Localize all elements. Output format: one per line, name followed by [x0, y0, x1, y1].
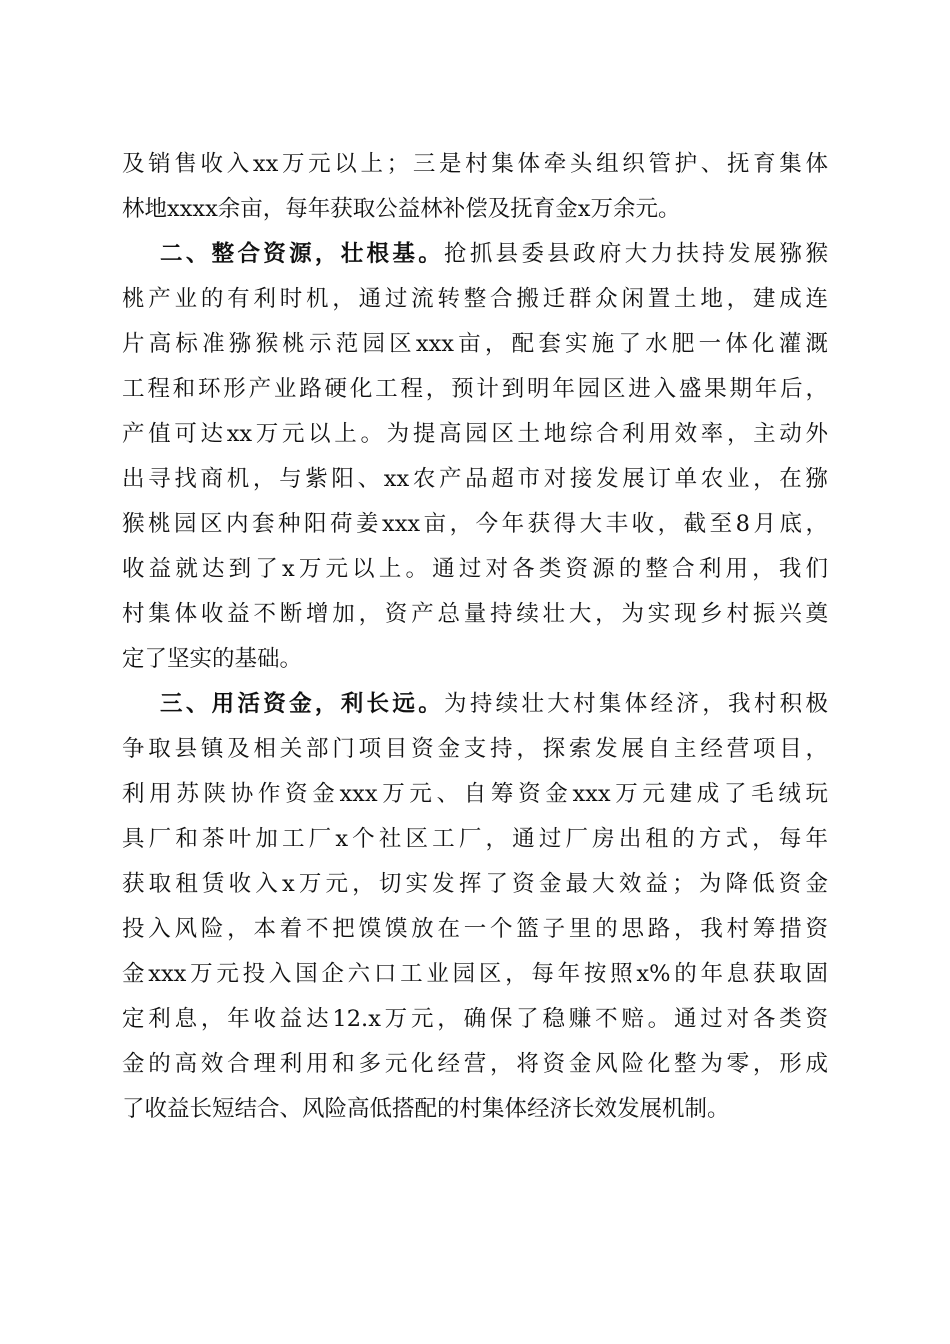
- paragraph-line: 争取县镇及相关部门项目资金支持，探索发展自主经营项目，: [122, 736, 828, 762]
- section-heading-line: [160, 236, 828, 272]
- paragraph-line: 猴桃园区内套种阳荷姜xxx亩，今年获得大丰收，截至8月底，: [122, 511, 828, 537]
- paragraph-line: 定了坚实的基础。: [122, 646, 303, 672]
- paragraph-line: 工程和环形产业路硬化工程，预计到明年园区进入盛果期年后，: [122, 376, 828, 402]
- paragraph-line: 林地xxxx余亩，每年获取公益林补偿及抚育金x万余元。: [122, 196, 681, 222]
- section-heading-text: 抢抓县委县政府大力扶持发展猕猴: [444, 241, 828, 267]
- section-heading-text: 为持续壮大村集体经济，我村积极: [444, 691, 828, 717]
- section-heading: 三、用活资金，利长远。: [160, 691, 445, 717]
- paragraph-line: 桃产业的有利时机，通过流转整合搬迁群众闲置土地，建成连: [122, 286, 828, 312]
- paragraph-line: 片高标准猕猴桃示范园区xxx亩，配套实施了水肥一体化灌溉: [122, 331, 828, 357]
- paragraph-line: 金xxx万元投入国企六口工业园区，每年按照x%的年息获取固: [122, 961, 828, 987]
- paragraph-line: 及销售收入xx万元以上；三是村集体牵头组织管护、抚育集体: [122, 151, 828, 177]
- paragraph-line: 具厂和茶叶加工厂x个社区工厂，通过厂房出租的方式，每年: [122, 826, 828, 852]
- paragraph-line: 收益就达到了x万元以上。通过对各类资源的整合利用，我们: [122, 556, 828, 582]
- paragraph-line: 获取租赁收入x万元，切实发挥了资金最大效益；为降低资金: [122, 871, 828, 897]
- section-heading-line: [160, 686, 828, 722]
- paragraph-line: 定利息，年收益达12.x万元，确保了稳赚不赔。通过对各类资: [122, 1006, 828, 1032]
- paragraph-line: 投入风险，本着不把馍馍放在一个篮子里的思路，我村筹措资: [122, 916, 828, 942]
- paragraph-line: 了收益长短结合、风险高低搭配的村集体经济长效发展机制。: [122, 1096, 730, 1122]
- paragraph-line: 村集体收益不断增加，资产总量持续壮大，为实现乡村振兴奠: [122, 601, 828, 627]
- section-heading: 二、整合资源，壮根基。: [160, 241, 445, 267]
- paragraph-line: 产值可达xx万元以上。为提高园区土地综合利用效率，主动外: [122, 421, 828, 447]
- paragraph-line: 利用苏陕协作资金xxx万元、自筹资金xxx万元建成了毛绒玩: [122, 781, 828, 807]
- paragraph-line: 出寻找商机，与紫阳、xx农产品超市对接发展订单农业，在猕: [122, 466, 828, 492]
- paragraph-line: 金的高效合理利用和多元化经营，将资金风险化整为零，形成: [122, 1051, 828, 1077]
